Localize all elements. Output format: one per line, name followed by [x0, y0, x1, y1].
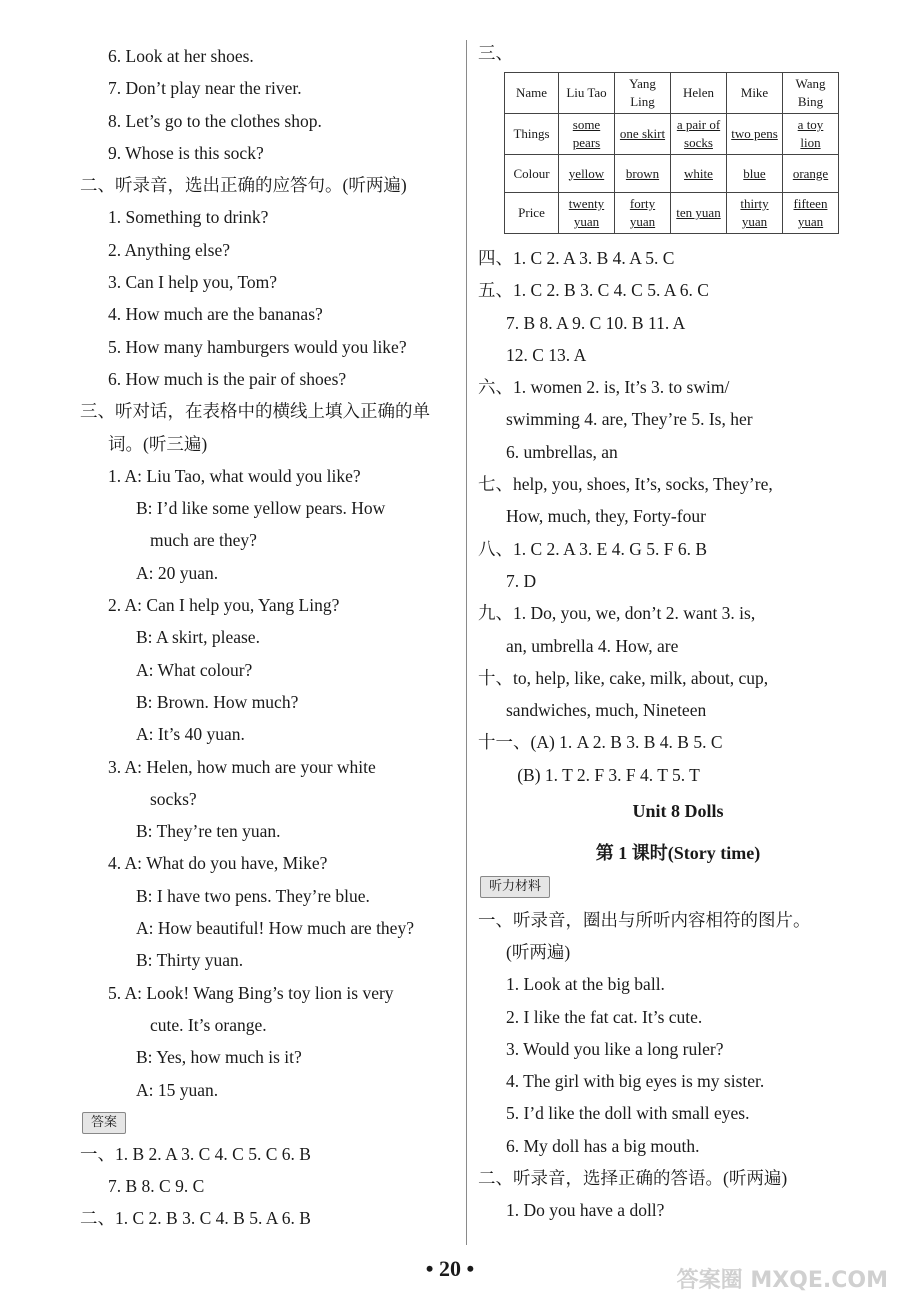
text-line: 6. Look at her shoes. [108, 46, 254, 66]
table-cell: Wang Bing [783, 73, 839, 114]
left-column [80, 40, 460, 1235]
answer-tag-row [80, 1106, 460, 1138]
table-cell: orange [783, 155, 839, 193]
answer-line: How, much, they, Forty-four [506, 506, 706, 527]
table-cell: blue [727, 155, 783, 193]
text-line: B: I have two pens. They’re blue. [136, 885, 370, 906]
text-line: 1. Do you have a doll? [506, 1200, 665, 1221]
right-answers [478, 242, 878, 791]
text-line: 2. Anything else? [108, 239, 230, 260]
lesson-title: 第 1 课时(Story time) [595, 843, 761, 864]
answer-line: (B) 1. T 2. F 3. F 4. T 5. T [517, 764, 700, 785]
text-line: B: Brown. How much? [136, 691, 299, 712]
text-line: 3. Would you like a long ruler? [506, 1038, 724, 1059]
answer-line: 7. D [506, 570, 537, 591]
answer-line: 十一、(A) 1. A 2. B 3. B 4. B 5. C [478, 732, 723, 753]
text-line: B: I’d like some yellow pears. How [136, 498, 386, 519]
table-cell: twenty yuan [559, 193, 615, 234]
page-number: • 20 • [425, 1256, 475, 1281]
table-row [505, 114, 839, 155]
answer-tag: 答案 [82, 1112, 126, 1134]
table-cell: some pears [559, 114, 615, 155]
text-line: 4. The girl with big eyes is my sister. [506, 1071, 765, 1092]
table-cell: fifteen yuan [783, 193, 839, 234]
right-listening-text [478, 904, 878, 1227]
table-cell: Helen [671, 73, 727, 114]
table-cell: two pens [727, 114, 783, 155]
listening-material-tag: 听力材料 [480, 876, 550, 898]
text-line: B: Thirty yuan. [136, 950, 244, 971]
text-line: A: 20 yuan. [136, 562, 219, 583]
text-line: A: How beautiful! How much are they? [136, 918, 414, 939]
right-column [478, 40, 878, 1227]
table-cell: Price [505, 193, 559, 234]
text-line: (听两遍) [506, 941, 571, 962]
text-line: socks? [150, 788, 197, 809]
text-line: 一、听录音，圈出与所听内容相符的图片。 [478, 909, 811, 930]
text-line: B: They’re ten yuan. [136, 821, 281, 842]
table-cell: yellow [559, 155, 615, 193]
text-line: 3. Can I help you, Tom? [108, 272, 278, 293]
left-answers [80, 1138, 460, 1235]
answer-line: 6. umbrellas, an [506, 441, 618, 462]
answer-line: 五、1. C 2. B 3. C 4. C 5. A 6. C [478, 280, 709, 301]
table-cell: ten yuan [671, 193, 727, 234]
answer-line: 12. C 13. A [506, 344, 587, 365]
text-line: 4. How much are the bananas? [108, 304, 323, 325]
text-line: 1. Something to drink? [108, 207, 269, 228]
table-row [505, 73, 839, 114]
listening-tag-row [478, 870, 878, 904]
answer-line: 7. B 8. C 9. C [108, 1176, 205, 1197]
text-line: 1. A: Liu Tao, what would you like? [108, 465, 361, 486]
table-cell: Liu Tao [559, 73, 615, 114]
text-line: 5. I’d like the doll with small eyes. [506, 1103, 750, 1124]
table-cell: Name [505, 73, 559, 114]
text-line: A: It’s 40 yuan. [136, 724, 245, 745]
table-cell: thirty yuan [727, 193, 783, 234]
answer-line: 一、1. B 2. A 3. C 4. C 5. C 6. B [80, 1143, 311, 1164]
table-cell: Things [505, 114, 559, 155]
table-cell: a toy lion [783, 114, 839, 155]
text-line: 词。(听三遍) [108, 433, 208, 454]
table-cell: Colour [505, 155, 559, 193]
text-line: 二、听录音，选择正确的答语。(听两遍) [478, 1168, 788, 1189]
table-cell: one skirt [615, 114, 671, 155]
text-line: B: Yes, how much is it? [136, 1047, 302, 1068]
answer-line: 九、1. Do, you, we, don’t 2. want 3. is, [478, 603, 756, 624]
answer-line: 六、1. women 2. is, It’s 3. to swim/ [478, 377, 730, 398]
table-row [505, 155, 839, 193]
text-line: A: What colour? [136, 659, 253, 680]
text-line: 6. How much is the pair of shoes? [108, 368, 347, 389]
answer-line: 四、1. C 2. A 3. B 4. A 5. C [478, 248, 675, 268]
unit-title: Unit 8 Dolls [632, 801, 724, 822]
text-line: 2. A: Can I help you, Yang Ling? [108, 595, 340, 616]
text-line: 三、听对话，在表格中的横线上填入正确的单 [80, 401, 430, 422]
left-listening-text [80, 40, 460, 1106]
text-line: 7. Don’t play near the river. [108, 78, 302, 99]
text-line: cute. It’s orange. [150, 1014, 267, 1035]
text-line: 2. I like the fat cat. It’s cute. [506, 1006, 703, 1027]
table-section-heading: 三、 [478, 43, 513, 63]
text-line: 5. A: Look! Wang Bing’s toy lion is very [108, 982, 394, 1003]
answer-line: an, umbrella 4. How, are [506, 635, 679, 656]
text-line: B: A skirt, please. [136, 627, 260, 648]
answer-line: sandwiches, much, Nineteen [506, 700, 707, 721]
table-cell: white [671, 155, 727, 193]
table-row [505, 193, 839, 234]
table-cell: a pair of socks [671, 114, 727, 155]
text-line: 3. A: Helen, how much are your white [108, 756, 376, 777]
text-line: 4. A: What do you have, Mike? [108, 853, 328, 874]
text-line: 二、听录音，选出正确的应答句。(听两遍) [80, 175, 407, 196]
answer-line: 七、help, you, shoes, It’s, socks, They’re, [478, 474, 773, 495]
answer-line: 7. B 8. A 9. C 10. B 11. A [506, 312, 686, 333]
table-cell: brown [615, 155, 671, 193]
text-line: 1. Look at the big ball. [506, 974, 665, 995]
text-line: 5. How many hamburgers would you like? [108, 336, 407, 357]
text-line: 6. My doll has a big mouth. [506, 1135, 700, 1156]
text-line: A: 15 yuan. [136, 1079, 219, 1100]
answer-line: 十、to, help, like, cake, milk, about, cup, [478, 667, 769, 688]
column-divider [466, 40, 467, 1245]
table-cell: Mike [727, 73, 783, 114]
text-line: 9. Whose is this sock? [108, 142, 264, 163]
text-line: much are they? [150, 530, 257, 551]
answer-line: swimming 4. are, They’re 5. Is, her [506, 409, 753, 430]
answer-table [504, 72, 839, 234]
table-cell: forty yuan [615, 193, 671, 234]
watermark: 答案圈 MXQE.COM [676, 1268, 888, 1293]
answer-line: 二、1. C 2. B 3. C 4. B 5. A 6. B [80, 1208, 311, 1229]
table-cell: Yang Ling [615, 73, 671, 114]
text-line: 8. Let’s go to the clothes shop. [108, 110, 322, 131]
answer-line: 八、1. C 2. A 3. E 4. G 5. F 6. B [478, 538, 707, 559]
